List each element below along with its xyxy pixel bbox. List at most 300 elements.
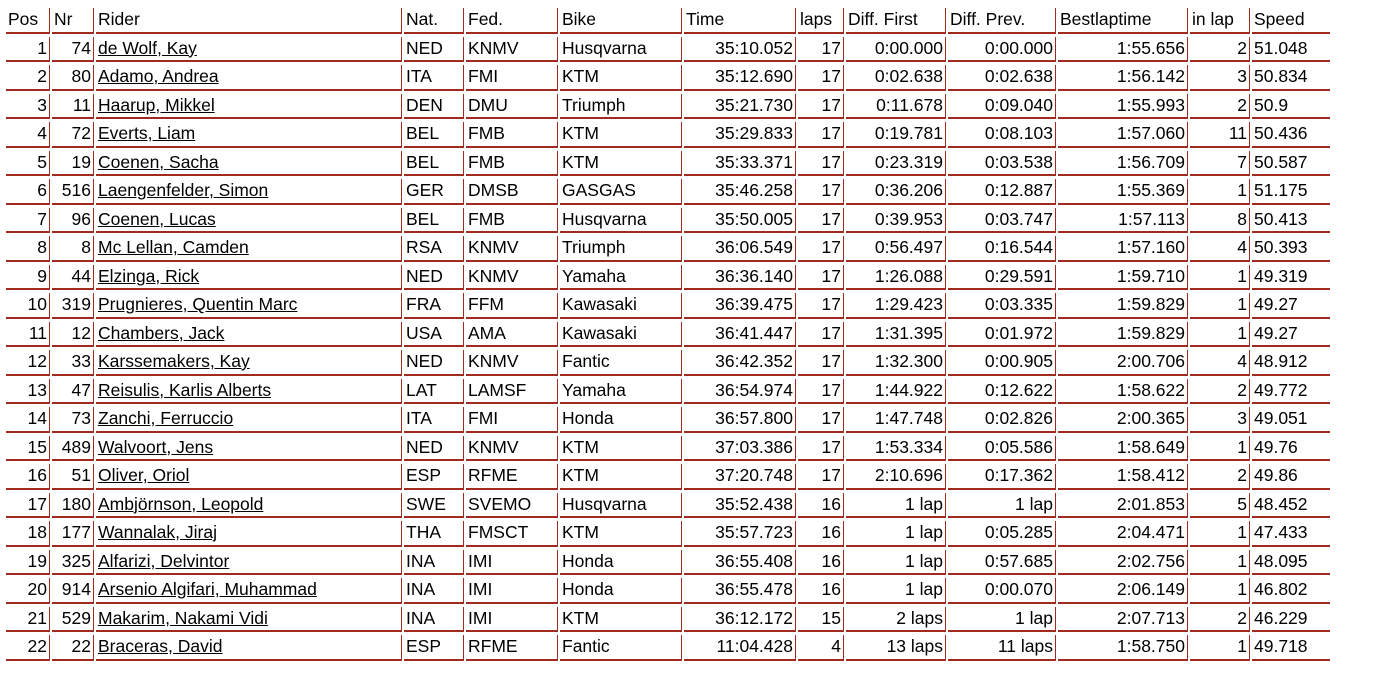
cell-speed: 50.587 bbox=[1252, 151, 1330, 177]
cell-laps: 17 bbox=[798, 151, 844, 177]
cell-in-lap: 4 bbox=[1190, 350, 1250, 376]
cell-nr: 72 bbox=[52, 122, 94, 148]
cell-fed: DMU bbox=[466, 94, 558, 120]
cell-nat: SWE bbox=[404, 493, 464, 519]
table-row bbox=[6, 179, 1330, 205]
rider-link[interactable]: Coenen, Lucas bbox=[98, 208, 216, 229]
table-row bbox=[6, 293, 1330, 319]
cell-fed: AMA bbox=[466, 322, 558, 348]
cell-rider bbox=[96, 65, 402, 91]
cell-diff-prev: 0:00.070 bbox=[948, 578, 1056, 604]
table-row bbox=[6, 350, 1330, 376]
cell-bestlap: 2:06.149 bbox=[1058, 578, 1188, 604]
cell-bestlap: 2:02.756 bbox=[1058, 550, 1188, 576]
cell-nr: 80 bbox=[52, 65, 94, 91]
cell-nat: BEL bbox=[404, 208, 464, 234]
cell-in-lap: 3 bbox=[1190, 407, 1250, 433]
cell-time: 36:39.475 bbox=[684, 293, 796, 319]
table-row bbox=[6, 550, 1330, 576]
cell-nr: 51 bbox=[52, 464, 94, 490]
cell-bestlap: 1:57.113 bbox=[1058, 208, 1188, 234]
cell-bestlap: 2:04.471 bbox=[1058, 521, 1188, 547]
cell-fed: RFME bbox=[466, 464, 558, 490]
cell-fed: IMI bbox=[466, 578, 558, 604]
cell-bike: Honda bbox=[560, 550, 682, 576]
cell-in-lap: 7 bbox=[1190, 151, 1250, 177]
col-bestlap: Bestlaptime bbox=[1058, 8, 1188, 34]
cell-rider bbox=[96, 208, 402, 234]
cell-diff-first: 1:29.423 bbox=[846, 293, 946, 319]
cell-nr: 44 bbox=[52, 265, 94, 291]
cell-diff-first: 1:53.334 bbox=[846, 436, 946, 462]
cell-laps: 17 bbox=[798, 436, 844, 462]
cell-speed: 49.27 bbox=[1252, 322, 1330, 348]
cell-nat: NED bbox=[404, 37, 464, 63]
cell-diff-first: 1:26.088 bbox=[846, 265, 946, 291]
cell-diff-first: 2 laps bbox=[846, 607, 946, 633]
rider-link[interactable]: Mc Lellan, Camden bbox=[98, 237, 249, 257]
cell-nr: 180 bbox=[52, 493, 94, 519]
cell-bike: Fantic bbox=[560, 635, 682, 661]
cell-bike: Triumph bbox=[560, 94, 682, 120]
cell-speed: 46.802 bbox=[1252, 578, 1330, 604]
cell-speed: 49.772 bbox=[1252, 379, 1330, 405]
cell-nat: INA bbox=[404, 550, 464, 576]
cell-nat: ITA bbox=[404, 65, 464, 91]
cell-bestlap: 1:59.829 bbox=[1058, 293, 1188, 319]
cell-in-lap: 1 bbox=[1190, 550, 1250, 576]
cell-in-lap: 8 bbox=[1190, 208, 1250, 234]
cell-diff-first: 0:39.953 bbox=[846, 208, 946, 234]
table-row bbox=[6, 37, 1330, 63]
cell-speed: 50.834 bbox=[1252, 65, 1330, 91]
cell-nat: INA bbox=[404, 607, 464, 633]
cell-diff-first: 0:00.000 bbox=[846, 37, 946, 63]
cell-laps: 17 bbox=[798, 464, 844, 490]
rider-link[interactable]: Prugnieres, Quentin Marc bbox=[98, 294, 298, 314]
cell-bestlap: 1:59.829 bbox=[1058, 322, 1188, 348]
cell-bike: KTM bbox=[560, 436, 682, 462]
rider-link[interactable]: Makarim, Nakami Vidi bbox=[98, 607, 268, 628]
cell-rider bbox=[96, 379, 402, 405]
table-row bbox=[6, 635, 1330, 661]
col-rider: Rider bbox=[96, 8, 402, 34]
table-row bbox=[6, 607, 1330, 633]
cell-speed: 50.413 bbox=[1252, 208, 1330, 234]
cell-speed: 49.76 bbox=[1252, 436, 1330, 462]
cell-bestlap: 2:07.713 bbox=[1058, 607, 1188, 633]
cell-laps: 17 bbox=[798, 350, 844, 376]
cell-bike: KTM bbox=[560, 464, 682, 490]
cell-time: 35:21.730 bbox=[684, 94, 796, 120]
cell-nat: ESP bbox=[404, 464, 464, 490]
cell-nr: 33 bbox=[52, 350, 94, 376]
cell-diff-prev: 0:05.586 bbox=[948, 436, 1056, 462]
rider-link[interactable]: Chambers, Jack bbox=[98, 322, 225, 343]
cell-diff-prev: 0:17.362 bbox=[948, 464, 1056, 490]
cell-fed: FMB bbox=[466, 151, 558, 177]
cell-laps: 17 bbox=[798, 179, 844, 205]
cell-rider bbox=[96, 265, 402, 291]
cell-speed: 50.393 bbox=[1252, 236, 1330, 262]
cell-nr: 177 bbox=[52, 521, 94, 547]
cell-diff-first: 1:44.922 bbox=[846, 379, 946, 405]
cell-speed: 49.319 bbox=[1252, 265, 1330, 291]
cell-diff-first: 1 lap bbox=[846, 493, 946, 519]
table-row bbox=[6, 521, 1330, 547]
cell-nat: NED bbox=[404, 436, 464, 462]
cell-in-lap: 1 bbox=[1190, 436, 1250, 462]
cell-time: 37:20.748 bbox=[684, 464, 796, 490]
cell-nr: 12 bbox=[52, 322, 94, 348]
cell-rider bbox=[96, 37, 402, 63]
cell-in-lap: 2 bbox=[1190, 607, 1250, 633]
cell-diff-prev: 0:16.544 bbox=[948, 236, 1056, 262]
cell-rider bbox=[96, 436, 402, 462]
cell-speed: 51.048 bbox=[1252, 37, 1330, 63]
cell-rider bbox=[96, 179, 402, 205]
cell-in-lap: 2 bbox=[1190, 464, 1250, 490]
cell-speed: 48.452 bbox=[1252, 493, 1330, 519]
cell-fed: FMB bbox=[466, 122, 558, 148]
cell-rider bbox=[96, 550, 402, 576]
cell-nr: 47 bbox=[52, 379, 94, 405]
cell-rider bbox=[96, 578, 402, 604]
cell-fed: FMI bbox=[466, 407, 558, 433]
cell-diff-prev: 0:02.826 bbox=[948, 407, 1056, 433]
cell-nr: 489 bbox=[52, 436, 94, 462]
cell-speed: 46.229 bbox=[1252, 607, 1330, 633]
cell-in-lap: 11 bbox=[1190, 122, 1250, 148]
cell-rider bbox=[96, 94, 402, 120]
cell-bike: Honda bbox=[560, 578, 682, 604]
cell-pos: 17 bbox=[6, 493, 50, 519]
rider-link[interactable]: Alfarizi, Delvintor bbox=[98, 550, 230, 571]
cell-bike: Kawasaki bbox=[560, 293, 682, 319]
cell-bestlap: 1:55.993 bbox=[1058, 94, 1188, 120]
cell-diff-first: 1:31.395 bbox=[846, 322, 946, 348]
cell-time: 35:10.052 bbox=[684, 37, 796, 63]
cell-diff-prev: 0:57.685 bbox=[948, 550, 1056, 576]
cell-pos: 5 bbox=[6, 151, 50, 177]
cell-time: 36:55.478 bbox=[684, 578, 796, 604]
cell-bike: KTM bbox=[560, 521, 682, 547]
cell-nat: DEN bbox=[404, 94, 464, 120]
table-row bbox=[6, 436, 1330, 462]
cell-diff-first: 2:10.696 bbox=[846, 464, 946, 490]
cell-diff-first: 13 laps bbox=[846, 635, 946, 661]
rider-link[interactable]: Karssemakers, Kay bbox=[98, 351, 250, 371]
cell-in-lap: 1 bbox=[1190, 521, 1250, 547]
cell-diff-prev: 0:08.103 bbox=[948, 122, 1056, 148]
cell-speed: 48.912 bbox=[1252, 350, 1330, 376]
cell-fed: KNMV bbox=[466, 37, 558, 63]
cell-in-lap: 5 bbox=[1190, 493, 1250, 519]
cell-time: 36:12.172 bbox=[684, 607, 796, 633]
cell-fed: LAMSF bbox=[466, 379, 558, 405]
rider-link[interactable]: Laengenfelder, Simon bbox=[98, 180, 269, 200]
cell-fed: RFME bbox=[466, 635, 558, 661]
table-row bbox=[6, 236, 1330, 262]
cell-speed: 49.051 bbox=[1252, 407, 1330, 433]
cell-nat: BEL bbox=[404, 151, 464, 177]
cell-nr: 74 bbox=[52, 37, 94, 63]
cell-nr: 516 bbox=[52, 179, 94, 205]
cell-diff-prev: 0:09.040 bbox=[948, 94, 1056, 120]
cell-pos: 1 bbox=[6, 37, 50, 63]
rider-link[interactable]: Wannalak, Jiraj bbox=[98, 522, 217, 542]
cell-pos: 20 bbox=[6, 578, 50, 604]
cell-bestlap: 2:00.365 bbox=[1058, 407, 1188, 433]
cell-rider bbox=[96, 322, 402, 348]
table-row bbox=[6, 379, 1330, 405]
cell-pos: 15 bbox=[6, 436, 50, 462]
cell-in-lap: 3 bbox=[1190, 65, 1250, 91]
cell-fed: FMI bbox=[466, 65, 558, 91]
cell-bike: GASGAS bbox=[560, 179, 682, 205]
rider-link[interactable]: Zanchi, Ferruccio bbox=[98, 408, 234, 428]
cell-pos: 2 bbox=[6, 65, 50, 91]
cell-bike: Husqvarna bbox=[560, 208, 682, 234]
cell-diff-first: 1 lap bbox=[846, 550, 946, 576]
cell-pos: 10 bbox=[6, 293, 50, 319]
cell-speed: 49.86 bbox=[1252, 464, 1330, 490]
cell-pos: 12 bbox=[6, 350, 50, 376]
cell-time: 36:36.140 bbox=[684, 265, 796, 291]
cell-diff-first: 0:02.638 bbox=[846, 65, 946, 91]
cell-laps: 16 bbox=[798, 521, 844, 547]
rider-link[interactable]: de Wolf, Kay bbox=[98, 37, 197, 58]
cell-nat: NED bbox=[404, 350, 464, 376]
rider-link[interactable]: Everts, Liam bbox=[98, 123, 196, 143]
cell-time: 36:41.447 bbox=[684, 322, 796, 348]
cell-diff-prev: 0:02.638 bbox=[948, 65, 1056, 91]
cell-pos: 7 bbox=[6, 208, 50, 234]
cell-time: 11:04.428 bbox=[684, 635, 796, 661]
cell-time: 35:52.438 bbox=[684, 493, 796, 519]
cell-diff-prev: 0:03.747 bbox=[948, 208, 1056, 234]
cell-fed: SVEMO bbox=[466, 493, 558, 519]
cell-rider bbox=[96, 521, 402, 547]
cell-in-lap: 1 bbox=[1190, 179, 1250, 205]
cell-time: 35:29.833 bbox=[684, 122, 796, 148]
cell-pos: 9 bbox=[6, 265, 50, 291]
col-diff-first: Diff. First bbox=[846, 8, 946, 34]
col-fed: Fed. bbox=[466, 8, 558, 34]
cell-diff-prev: 0:05.285 bbox=[948, 521, 1056, 547]
cell-pos: 18 bbox=[6, 521, 50, 547]
cell-nr: 96 bbox=[52, 208, 94, 234]
cell-rider bbox=[96, 464, 402, 490]
cell-speed: 51.175 bbox=[1252, 179, 1330, 205]
cell-bike: KTM bbox=[560, 151, 682, 177]
cell-in-lap: 1 bbox=[1190, 322, 1250, 348]
cell-in-lap: 1 bbox=[1190, 578, 1250, 604]
cell-pos: 4 bbox=[6, 122, 50, 148]
cell-nr: 325 bbox=[52, 550, 94, 576]
cell-diff-prev: 0:03.538 bbox=[948, 151, 1056, 177]
cell-rider bbox=[96, 350, 402, 376]
cell-diff-first: 0:36.206 bbox=[846, 179, 946, 205]
rider-link[interactable]: Haarup, Mikkel bbox=[98, 94, 215, 115]
cell-bike: KTM bbox=[560, 607, 682, 633]
cell-pos: 6 bbox=[6, 179, 50, 205]
cell-nr: 914 bbox=[52, 578, 94, 604]
table-row bbox=[6, 407, 1330, 433]
cell-nr: 11 bbox=[52, 94, 94, 120]
cell-bike: Husqvarna bbox=[560, 37, 682, 63]
cell-time: 35:50.005 bbox=[684, 208, 796, 234]
cell-time: 35:57.723 bbox=[684, 521, 796, 547]
cell-bestlap: 1:56.709 bbox=[1058, 151, 1188, 177]
cell-bestlap: 1:59.710 bbox=[1058, 265, 1188, 291]
cell-bike: KTM bbox=[560, 65, 682, 91]
rider-link[interactable]: Walvoort, Jens bbox=[98, 436, 214, 457]
cell-rider bbox=[96, 635, 402, 661]
col-nr: Nr bbox=[52, 8, 94, 34]
cell-diff-first: 0:11.678 bbox=[846, 94, 946, 120]
cell-rider bbox=[96, 122, 402, 148]
cell-laps: 17 bbox=[798, 122, 844, 148]
cell-nat: INA bbox=[404, 578, 464, 604]
cell-in-lap: 1 bbox=[1190, 635, 1250, 661]
cell-laps: 17 bbox=[798, 322, 844, 348]
col-pos: Pos bbox=[6, 8, 50, 34]
cell-bike: Yamaha bbox=[560, 265, 682, 291]
cell-nr: 529 bbox=[52, 607, 94, 633]
cell-nr: 19 bbox=[52, 151, 94, 177]
rider-link[interactable]: Reisulis, Karlis Alberts bbox=[98, 379, 272, 400]
cell-bestlap: 1:58.750 bbox=[1058, 635, 1188, 661]
cell-fed: FMB bbox=[466, 208, 558, 234]
cell-laps: 15 bbox=[798, 607, 844, 633]
rider-link[interactable]: Coenen, Sacha bbox=[98, 151, 219, 172]
cell-diff-first: 1 lap bbox=[846, 578, 946, 604]
rider-link[interactable]: Elzinga, Rick bbox=[98, 265, 200, 286]
cell-time: 36:57.800 bbox=[684, 407, 796, 433]
cell-pos: 3 bbox=[6, 94, 50, 120]
rider-link[interactable]: Adamo, Andrea bbox=[98, 66, 219, 86]
cell-time: 35:12.690 bbox=[684, 65, 796, 91]
table-row bbox=[6, 151, 1330, 177]
cell-pos: 22 bbox=[6, 635, 50, 661]
cell-bestlap: 1:56.142 bbox=[1058, 65, 1188, 91]
cell-pos: 11 bbox=[6, 322, 50, 348]
cell-time: 36:54.974 bbox=[684, 379, 796, 405]
cell-rider bbox=[96, 293, 402, 319]
cell-diff-prev: 1 lap bbox=[948, 607, 1056, 633]
cell-diff-first: 0:23.319 bbox=[846, 151, 946, 177]
cell-bestlap: 1:58.412 bbox=[1058, 464, 1188, 490]
cell-fed: KNMV bbox=[466, 265, 558, 291]
cell-rider bbox=[96, 607, 402, 633]
cell-pos: 14 bbox=[6, 407, 50, 433]
cell-nr: 8 bbox=[52, 236, 94, 262]
cell-nat: NED bbox=[404, 265, 464, 291]
cell-laps: 17 bbox=[798, 265, 844, 291]
col-time: Time bbox=[684, 8, 796, 34]
cell-speed: 48.095 bbox=[1252, 550, 1330, 576]
cell-bike: Honda bbox=[560, 407, 682, 433]
cell-nr: 319 bbox=[52, 293, 94, 319]
cell-pos: 13 bbox=[6, 379, 50, 405]
cell-bestlap: 1:58.649 bbox=[1058, 436, 1188, 462]
table-row bbox=[6, 578, 1330, 604]
rider-link[interactable]: Braceras, David bbox=[98, 636, 223, 656]
cell-diff-prev: 0:01.972 bbox=[948, 322, 1056, 348]
cell-diff-prev: 0:03.335 bbox=[948, 293, 1056, 319]
results-table bbox=[4, 5, 1332, 664]
header-row bbox=[6, 8, 1330, 34]
results-body bbox=[6, 37, 1330, 661]
cell-bike: Kawasaki bbox=[560, 322, 682, 348]
cell-in-lap: 2 bbox=[1190, 94, 1250, 120]
cell-fed: FFM bbox=[466, 293, 558, 319]
table-row bbox=[6, 122, 1330, 148]
col-nat: Nat. bbox=[404, 8, 464, 34]
cell-nat: BEL bbox=[404, 122, 464, 148]
rider-link[interactable]: Ambjörnson, Leopold bbox=[98, 493, 264, 514]
cell-laps: 17 bbox=[798, 37, 844, 63]
table-row bbox=[6, 65, 1330, 91]
cell-time: 35:33.371 bbox=[684, 151, 796, 177]
cell-nat: LAT bbox=[404, 379, 464, 405]
cell-diff-first: 1:32.300 bbox=[846, 350, 946, 376]
cell-bike: KTM bbox=[560, 122, 682, 148]
cell-diff-first: 1:47.748 bbox=[846, 407, 946, 433]
cell-laps: 17 bbox=[798, 94, 844, 120]
cell-pos: 8 bbox=[6, 236, 50, 262]
cell-nat: GER bbox=[404, 179, 464, 205]
cell-bike: Triumph bbox=[560, 236, 682, 262]
cell-nat: ITA bbox=[404, 407, 464, 433]
cell-diff-prev: 0:00.000 bbox=[948, 37, 1056, 63]
cell-laps: 4 bbox=[798, 635, 844, 661]
cell-time: 36:42.352 bbox=[684, 350, 796, 376]
cell-diff-first: 0:56.497 bbox=[846, 236, 946, 262]
table-row bbox=[6, 322, 1330, 348]
cell-laps: 17 bbox=[798, 407, 844, 433]
cell-nr: 22 bbox=[52, 635, 94, 661]
cell-pos: 19 bbox=[6, 550, 50, 576]
cell-bestlap: 2:01.853 bbox=[1058, 493, 1188, 519]
cell-in-lap: 2 bbox=[1190, 379, 1250, 405]
cell-nat: USA bbox=[404, 322, 464, 348]
cell-speed: 50.9 bbox=[1252, 94, 1330, 120]
cell-laps: 17 bbox=[798, 65, 844, 91]
cell-fed: IMI bbox=[466, 607, 558, 633]
cell-time: 37:03.386 bbox=[684, 436, 796, 462]
cell-in-lap: 2 bbox=[1190, 37, 1250, 63]
cell-nr: 73 bbox=[52, 407, 94, 433]
cell-bestlap: 1:58.622 bbox=[1058, 379, 1188, 405]
cell-fed: FMSCT bbox=[466, 521, 558, 547]
rider-link[interactable]: Oliver, Oriol bbox=[98, 465, 190, 485]
cell-rider bbox=[96, 151, 402, 177]
rider-link[interactable]: Arsenio Algifari, Muhammad bbox=[98, 579, 317, 599]
cell-in-lap: 1 bbox=[1190, 265, 1250, 291]
cell-bestlap: 1:55.369 bbox=[1058, 179, 1188, 205]
cell-diff-prev: 0:12.887 bbox=[948, 179, 1056, 205]
cell-diff-first: 0:19.781 bbox=[846, 122, 946, 148]
cell-bestlap: 2:00.706 bbox=[1058, 350, 1188, 376]
cell-time: 35:46.258 bbox=[684, 179, 796, 205]
cell-nat: FRA bbox=[404, 293, 464, 319]
cell-diff-prev: 0:00.905 bbox=[948, 350, 1056, 376]
cell-time: 36:06.549 bbox=[684, 236, 796, 262]
col-in-lap: in lap bbox=[1190, 8, 1250, 34]
cell-diff-first: 1 lap bbox=[846, 521, 946, 547]
